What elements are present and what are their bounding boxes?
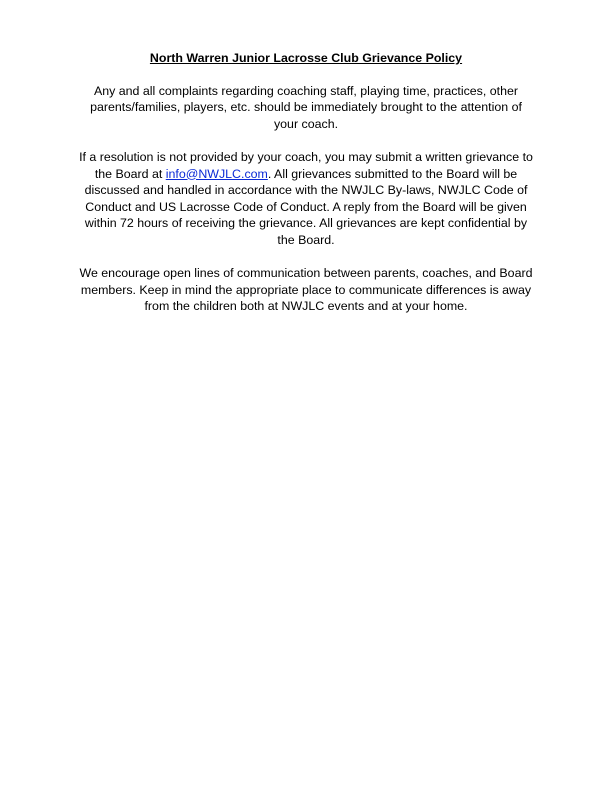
document-title: North Warren Junior Lacrosse Club Grievance Policy — [149, 51, 463, 65]
paragraph-complaints — [78, 83, 534, 133]
email-link[interactable]: info@NWJLC.com — [165, 166, 268, 181]
paragraph-grievance-text-start: If a resolution is not provided by your coach, you may submit a written grievance to the Board at — [79, 149, 533, 181]
document-body — [78, 50, 534, 332]
paragraph-communication — [78, 265, 534, 315]
paragraph-complaints-text: Any and all complaints regarding coaching staff, playing time, practices, other parents/families, players, etc. should be immediately brought to the attention of your coach. — [90, 83, 522, 131]
paragraph-communication-text: We encourage open lines of communication between parents, coaches, and Board members. Keep in mind the appropriate place to communicate differences is away from the children both at NWJLC events and at your home. — [79, 266, 533, 314]
paragraph-grievance-text-end: . All grievances submitted to the Board will be discussed and handled in accordance with the NWJLC By-laws, NWJLC Code of Conduct and US Lacrosse Code of Conduct. A reply from the Board will be given within 72 hours of receiving the grievance. All grievances are kept confidential by the Board. — [84, 166, 528, 247]
paragraph-grievance-submission — [78, 149, 534, 249]
